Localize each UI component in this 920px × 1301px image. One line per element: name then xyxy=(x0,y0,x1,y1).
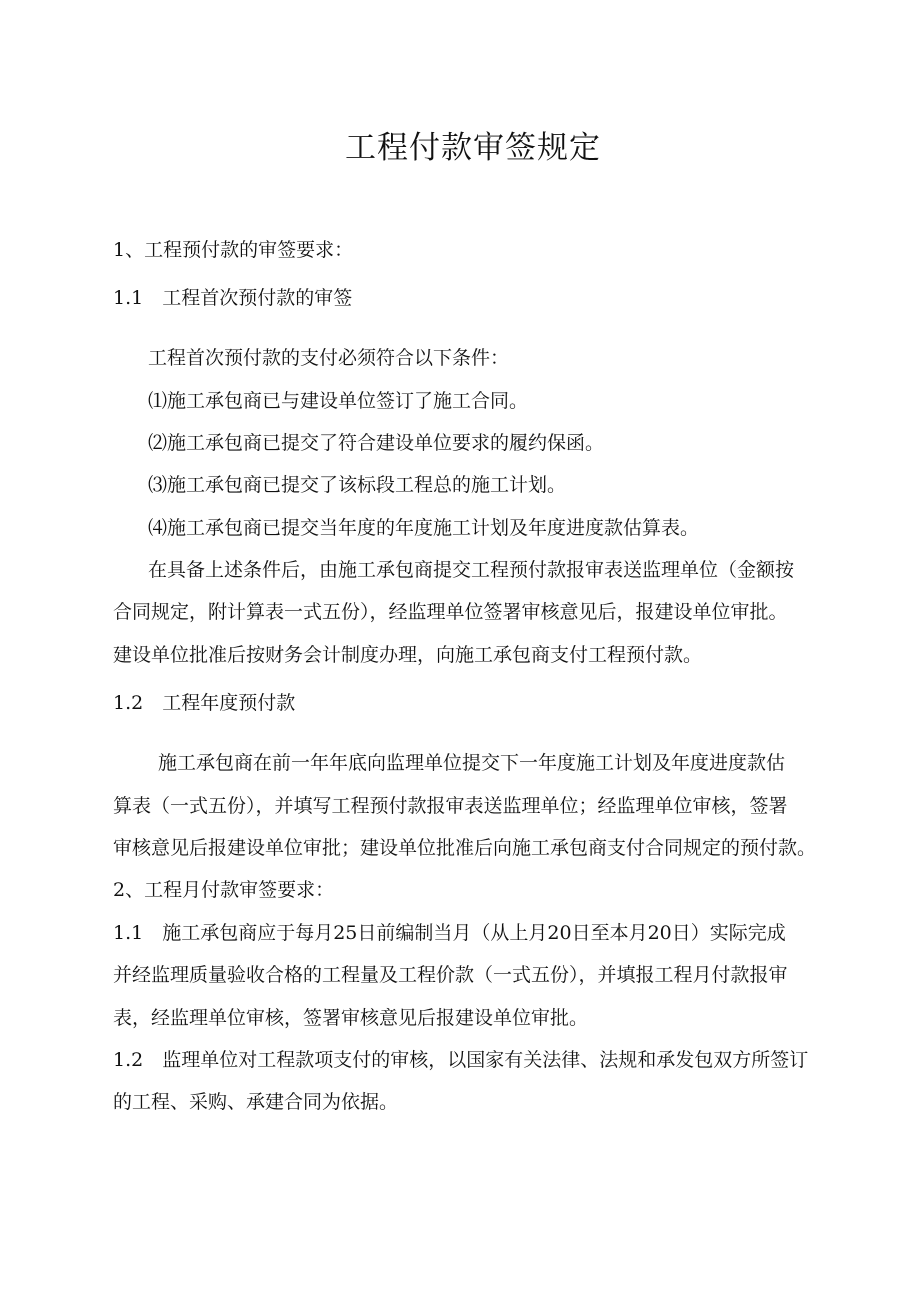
conditions-intro: 工程首次预付款的支付必须符合以下条件： xyxy=(148,347,510,369)
paragraph-line: 在具备上述条件后，由施工承包商提交工程预付款报审表送监理单位（金额按 xyxy=(148,559,795,581)
condition-item-2: ⑵施工承包商已提交了符合建设单位要求的履约保函。 xyxy=(148,432,605,454)
paragraph-line: 合同规定，附计算表一式五份），经监理单位签署审核意见后，报建设单位审批。 xyxy=(113,601,788,623)
paragraph-line: 1.2 监理单位对工程款项支付的审核，以国家有关法律、法规和承发包双方所签订 xyxy=(113,1049,809,1071)
document-title: 工程付款审签规定 xyxy=(345,130,601,166)
paragraph-line: 并经监理质量验收合格的工程量及工程价款（一式五份），并填报工程月付款报审 xyxy=(113,964,788,986)
section-1-heading: 1、工程预付款的审签要求： xyxy=(113,239,354,261)
condition-item-4: ⑷施工承包商已提交当年度的年度施工计划及年度进度款估算表。 xyxy=(148,517,700,539)
paragraph-line: 算表（一式五份），并填写工程预付款报审表送监理单位；经监理单位审核，签署 xyxy=(113,795,788,817)
paragraph-line: 施工承包商在前一年年底向监理单位提交下一年度施工计划及年度进度款估 xyxy=(158,752,786,774)
condition-item-3: ⑶施工承包商已提交了该标段工程总的施工计划。 xyxy=(148,474,567,496)
paragraph-line: 建设单位批准后按财务会计制度办理，向施工承包商支付工程预付款。 xyxy=(113,644,703,666)
paragraph-line: 1.1 施工承包商应于每月25日前编制当月（从上月20日至本月20日）实际完成 xyxy=(113,922,786,944)
paragraph-line: 表，经监理单位审核，签署审核意见后报建设单位审批。 xyxy=(113,1007,589,1029)
subsection-1-2-heading: 1.2 工程年度预付款 xyxy=(113,692,296,714)
paragraph-line: 审核意见后报建设单位审批；建设单位批准后向施工承包商支付合同规定的预付款。 xyxy=(113,837,817,859)
condition-item-1: ⑴施工承包商已与建设单位签订了施工合同。 xyxy=(148,390,529,412)
section-2-heading: 2、工程月付款审签要求： xyxy=(113,879,335,901)
paragraph-line: 的工程、采购、承建合同为依据。 xyxy=(113,1091,399,1113)
subsection-1-1-heading: 1.1 工程首次预付款的审签 xyxy=(113,287,353,309)
